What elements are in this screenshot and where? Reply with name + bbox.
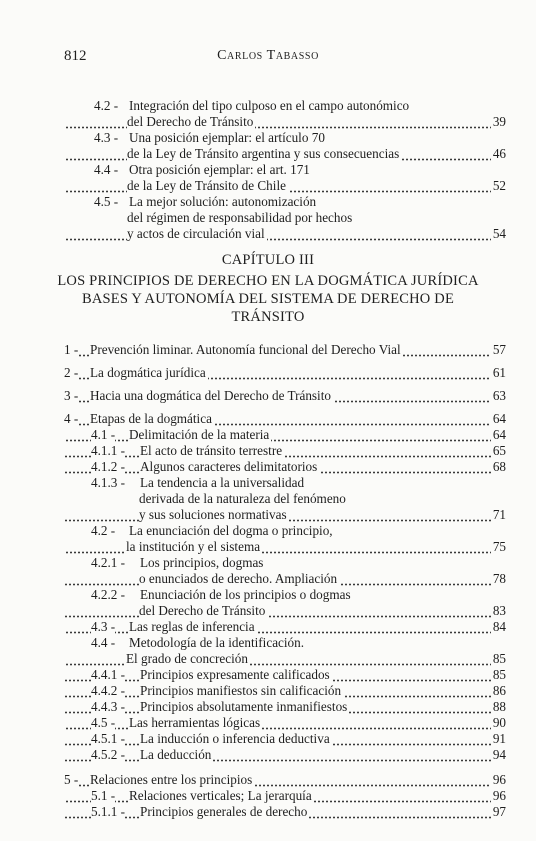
toc-entry: [64, 523, 506, 555]
toc-line: [64, 715, 506, 731]
entry-page-number: 64: [492, 411, 506, 426]
entry-page-number: 85: [492, 651, 506, 666]
entry-title: La inducción o inferencia deductiva: [140, 731, 330, 746]
entry-title: Las herramientas lógicas: [129, 715, 261, 730]
toc-entry: [64, 459, 506, 475]
entry-page-number: 54: [492, 226, 506, 241]
toc-line: [64, 523, 506, 539]
toc-entry: [64, 699, 506, 715]
entry-title: Principios manifiestos sin calificación: [140, 683, 342, 698]
entry-title: Principios absolutamente inmanifiestos: [140, 699, 348, 714]
entry-title: Los principios, dogmas: [140, 555, 264, 570]
entry-page-number: 83: [492, 603, 506, 618]
toc-line: [64, 443, 506, 459]
entry-number: 4.4 -: [91, 635, 116, 650]
toc-line: [64, 804, 506, 820]
entry-page-number: 85: [492, 667, 506, 682]
toc-line: [64, 459, 506, 475]
entry-page-number: 86: [492, 683, 506, 698]
entry-number: 4.2 -: [91, 523, 116, 538]
entry-title: del régimen de responsabilidad por hechos: [127, 210, 353, 225]
entry-number: 4.2.2 -: [91, 587, 126, 602]
entry-number: 4.4.1 -: [91, 667, 126, 682]
toc-line: [64, 747, 506, 763]
toc-line: [64, 772, 506, 788]
running-header-author: Carlos Tabasso: [217, 48, 319, 63]
toc-line: [64, 178, 506, 194]
entry-number: 1 -: [64, 342, 79, 357]
entry-title: Algunos caracteres delimitatorios: [140, 459, 318, 474]
entry-page-number: 63: [492, 388, 506, 403]
toc-entry: [64, 342, 506, 358]
entry-page-number: 52: [492, 178, 506, 193]
toc-entry: [64, 731, 506, 747]
entry-title: Otra posición ejemplar: el art. 171: [129, 162, 310, 177]
toc-line: [64, 788, 506, 804]
entry-title: y actos de circulación vial: [127, 226, 265, 241]
toc-line: [64, 731, 506, 747]
entry-page-number: 78: [492, 571, 506, 586]
entry-number: 4.4 -: [94, 162, 119, 177]
toc-entry: [64, 555, 506, 587]
entry-number: 4.5 -: [94, 194, 119, 209]
entry-title: El grado de concreción: [126, 651, 248, 666]
entry-title: del Derecho de Tránsito: [127, 114, 254, 129]
entry-title: o enunciados de derecho. Ampliación: [139, 571, 338, 586]
toc-entry: [64, 635, 506, 667]
toc-entry: [64, 619, 506, 635]
entry-number: 4.5.2 -: [91, 747, 126, 762]
entry-title: El acto de tránsito terrestre: [140, 443, 283, 458]
toc-entry: [64, 747, 506, 763]
toc-line: [64, 365, 506, 381]
toc-line: [64, 388, 506, 404]
page-number: 812: [64, 48, 87, 64]
entry-title: Hacia una dogmática del Derecho de Tránsito: [90, 388, 331, 403]
toc-entry: [64, 427, 506, 443]
entry-title: Relaciones entre los principios: [90, 772, 253, 787]
entry-title: Las reglas de inferencia: [129, 619, 255, 634]
entry-number: 4.1.1 -: [91, 443, 126, 458]
entry-number: 4.2.1 -: [91, 555, 126, 570]
entry-number: 4.3 -: [91, 619, 116, 634]
entry-page-number: 90: [492, 715, 506, 730]
entry-number: 5.1.1 -: [91, 804, 126, 819]
entry-title: derivada de la naturaleza del fenómeno: [139, 491, 346, 506]
toc-line: [64, 555, 506, 571]
entry-page-number: 39: [492, 114, 506, 129]
entry-title: Una posición ejemplar: el artículo 70: [129, 130, 325, 145]
entry-number: 2 -: [64, 365, 79, 380]
entry-title: La tendencia a la universalidad: [140, 475, 305, 490]
entry-title: Principios expresamente calificados: [140, 667, 330, 682]
toc-line: [64, 146, 506, 162]
toc-line: [64, 226, 506, 242]
entry-page-number: 91: [492, 731, 506, 746]
entry-number: 4.2 -: [94, 98, 119, 113]
toc-entry: [64, 411, 506, 427]
toc-line: [64, 194, 506, 210]
toc-entry: [64, 788, 506, 804]
entry-title: la institución y el sistema: [126, 539, 261, 554]
toc-entry: [64, 683, 506, 699]
chapter-label: CAPÍTULO III: [221, 252, 315, 268]
toc-line: [64, 603, 506, 619]
toc-line: [64, 411, 506, 427]
toc-entry: [64, 772, 506, 788]
entry-number: 4.5.1 -: [91, 731, 126, 746]
chapter-title-line-1: LOS PRINCIPIOS DE DERECHO EN LA DOGMÁTICA JURÍDICA: [57, 273, 479, 289]
entry-title: y sus soluciones normativas: [139, 507, 287, 522]
toc-line: [64, 162, 506, 178]
entry-page-number: 68: [492, 459, 506, 474]
entry-number: 4.5 -: [91, 715, 116, 730]
toc-entry: [64, 475, 506, 523]
toc-line: [64, 114, 506, 130]
entry-title: La mejor solución: autonomización: [129, 194, 317, 209]
entry-number: 4.3 -: [94, 130, 119, 145]
toc-line: [64, 427, 506, 443]
entry-number: 5 -: [64, 772, 79, 787]
entry-title: Metodología de la identificación.: [129, 635, 305, 650]
entry-title: del Derecho de Tránsito: [139, 603, 266, 618]
entry-title: Enunciación de los principios o dogmas: [140, 587, 351, 602]
toc-entry: [64, 443, 506, 459]
entry-title: La enunciación del dogma o principio,: [129, 523, 333, 538]
toc-top-section: [64, 98, 506, 242]
entry-page-number: 65: [492, 443, 506, 458]
entry-title: Prevención liminar. Autonomía funcional del Derecho Vial: [90, 342, 401, 357]
toc-line: [64, 491, 506, 507]
entry-page-number: 97: [492, 804, 506, 819]
toc-line: [64, 587, 506, 603]
entry-number: 4.4.2 -: [91, 683, 126, 698]
toc-entry: [64, 162, 506, 194]
entry-number: 3 -: [64, 388, 79, 403]
toc-line: [64, 507, 506, 523]
toc-entry: [64, 667, 506, 683]
chapter-title-line-3: TRÁNSITO: [231, 309, 305, 325]
toc-line: [64, 651, 506, 667]
entry-title: Delimitación de la materia: [129, 427, 270, 442]
entry-number: 4.1.2 -: [91, 459, 126, 474]
entry-title: Etapas de la dogmática: [90, 411, 212, 426]
toc-line: [64, 130, 506, 146]
toc-entry: [64, 194, 506, 242]
entry-number: 4.1.3 -: [91, 475, 126, 490]
toc-line: [64, 571, 506, 587]
entry-page-number: 61: [492, 365, 506, 380]
entry-page-number: 57: [492, 342, 506, 357]
toc-line: [64, 699, 506, 715]
toc-line: [64, 619, 506, 635]
entry-page-number: 75: [492, 539, 506, 554]
chapter-title-line-2: BASES Y AUTONOMÍA DEL SISTEMA DE DERECHO DE: [81, 291, 455, 307]
entry-page-number: 71: [492, 507, 506, 522]
entry-page-number: 84: [492, 619, 506, 634]
entry-number: 5.1 -: [91, 788, 116, 803]
entry-page-number: 96: [492, 772, 506, 787]
entry-title: Relaciones verticales; La jerarquía: [129, 788, 312, 803]
toc-line: [64, 98, 506, 114]
toc-entry: [64, 715, 506, 731]
toc-line: [64, 683, 506, 699]
toc-entry: [64, 365, 506, 381]
entry-page-number: 94: [492, 747, 506, 762]
entry-page-number: 46: [492, 146, 506, 161]
toc-line: [64, 475, 506, 491]
entry-page-number: 96: [492, 788, 506, 803]
entry-title: La dogmática jurídica: [90, 365, 206, 380]
entry-title: Integración del tipo culposo en el campo autonómico: [129, 98, 410, 113]
entry-page-number: 88: [492, 699, 506, 714]
toc-entry: [64, 388, 506, 404]
toc-entry: [64, 130, 506, 162]
entry-number: 4.1 -: [91, 427, 116, 442]
entry-title: de la Ley de Tránsito de Chile: [127, 178, 286, 193]
entry-title: La deducción: [140, 747, 212, 762]
toc-entry: [64, 98, 506, 130]
toc-entry: [64, 804, 506, 820]
entry-title: de la Ley de Tránsito argentina y sus consecuencias: [127, 146, 400, 161]
toc-chapter-section: [64, 342, 506, 820]
toc-line: [64, 342, 506, 358]
entry-page-number: 64: [492, 427, 506, 442]
entry-number: 4.4.3 -: [91, 699, 126, 714]
toc-line: [64, 635, 506, 651]
toc-line: [64, 667, 506, 683]
toc-entry: [64, 587, 506, 619]
entry-number: 4 -: [64, 411, 79, 426]
toc-line: [64, 210, 506, 226]
toc-line: [64, 539, 506, 555]
entry-title: Principios generales de derecho: [140, 804, 308, 819]
